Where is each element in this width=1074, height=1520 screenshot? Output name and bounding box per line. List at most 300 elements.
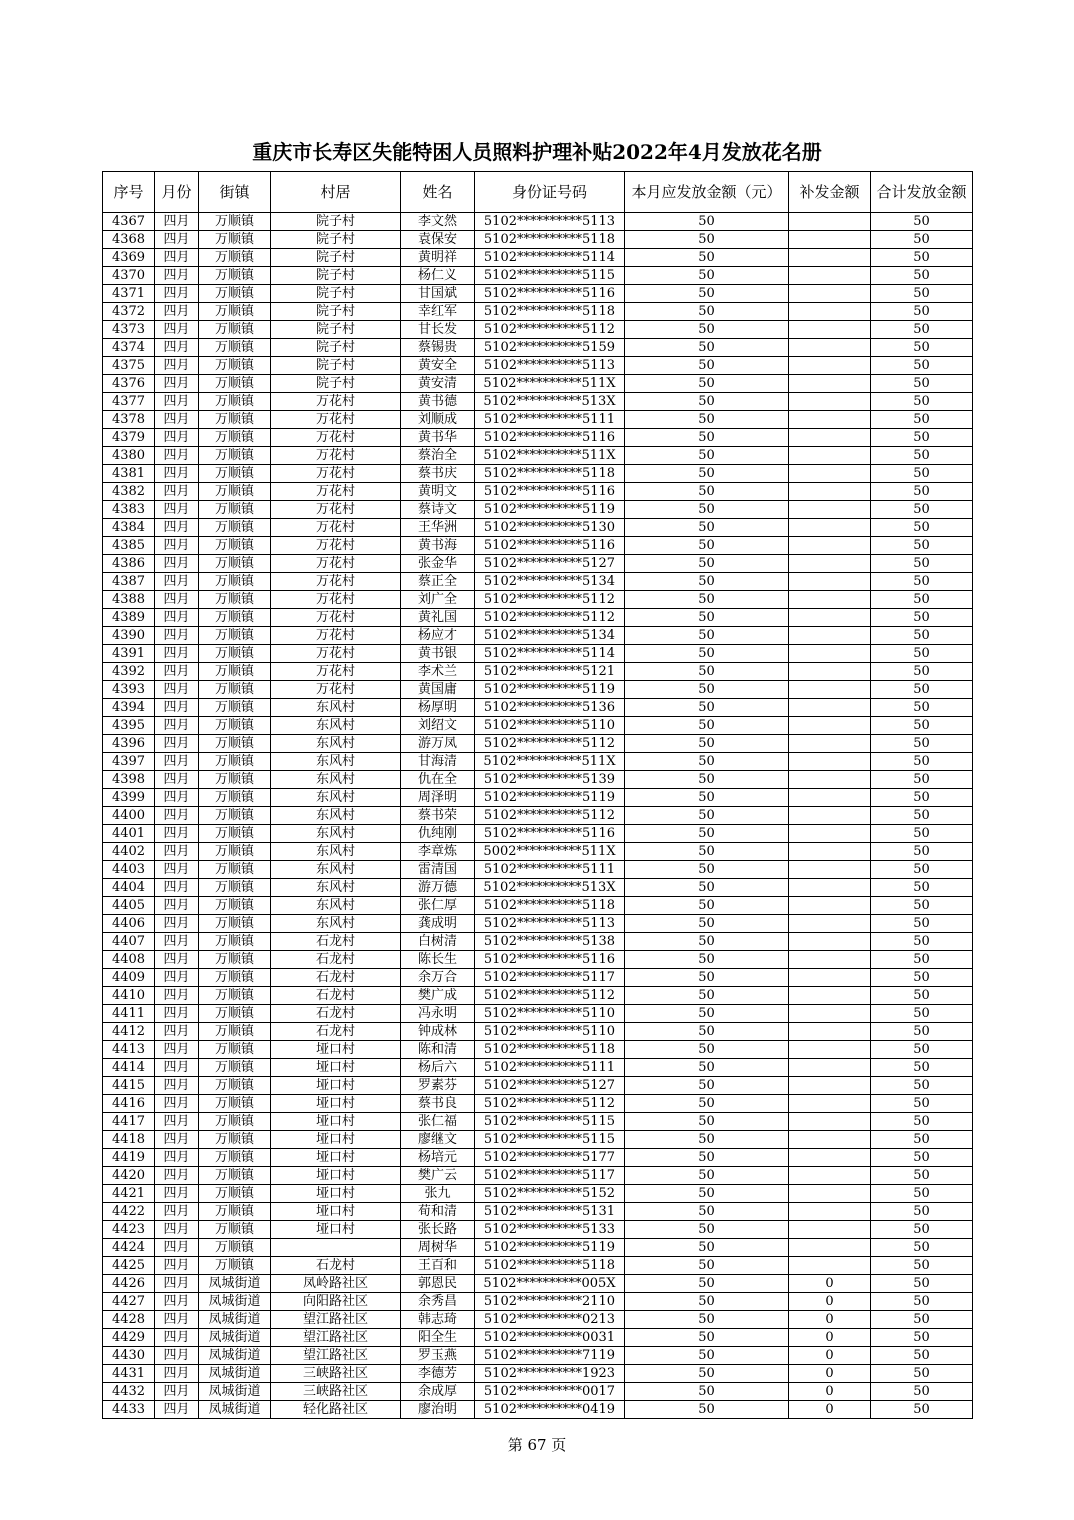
- table-row: [103, 501, 973, 519]
- table-row: [103, 1113, 973, 1131]
- village-cell: 垭口村: [271, 1149, 401, 1167]
- serial-cell: 4379: [103, 429, 155, 447]
- village-cell: 三峡路社区: [271, 1365, 401, 1383]
- name-cell: 樊广成: [401, 987, 475, 1005]
- id-number-cell: 5102**********5110: [475, 1005, 625, 1023]
- serial-cell: 4433: [103, 1401, 155, 1419]
- total-cell: 50: [871, 609, 973, 627]
- serial-cell: 4392: [103, 663, 155, 681]
- back-pay-cell: 0: [789, 1275, 871, 1293]
- serial-cell: 4377: [103, 393, 155, 411]
- village-cell: 万花村: [271, 591, 401, 609]
- village-cell: 万花村: [271, 663, 401, 681]
- town-cell: 万顺镇: [199, 627, 271, 645]
- month-cell: 四月: [155, 1113, 199, 1131]
- month-cell: 四月: [155, 519, 199, 537]
- total-cell: 50: [871, 1347, 973, 1365]
- id-number-cell: 5102**********5127: [475, 1077, 625, 1095]
- back-pay-cell: [789, 573, 871, 591]
- month-cell: 四月: [155, 663, 199, 681]
- total-cell: 50: [871, 321, 973, 339]
- village-cell: 院子村: [271, 285, 401, 303]
- back-pay-cell: [789, 1113, 871, 1131]
- id-number-cell: 5102**********5152: [475, 1185, 625, 1203]
- table-row: [103, 1329, 973, 1347]
- town-cell: 万顺镇: [199, 1257, 271, 1275]
- month-cell: 四月: [155, 1023, 199, 1041]
- serial-cell: 4378: [103, 411, 155, 429]
- town-cell: 万顺镇: [199, 1167, 271, 1185]
- table-row: [103, 879, 973, 897]
- village-cell: 东风村: [271, 897, 401, 915]
- month-cell: 四月: [155, 231, 199, 249]
- header-name: 姓名: [401, 172, 475, 213]
- total-cell: 50: [871, 429, 973, 447]
- table-row: [103, 393, 973, 411]
- table-row: [103, 447, 973, 465]
- name-cell: 冯永明: [401, 1005, 475, 1023]
- monthly-amount-cell: 50: [625, 1203, 789, 1221]
- total-cell: 50: [871, 1041, 973, 1059]
- town-cell: 万顺镇: [199, 573, 271, 591]
- month-cell: 四月: [155, 1149, 199, 1167]
- village-cell: 垭口村: [271, 1185, 401, 1203]
- total-cell: 50: [871, 483, 973, 501]
- serial-cell: 4389: [103, 609, 155, 627]
- table-row: [103, 987, 973, 1005]
- town-cell: 万顺镇: [199, 969, 271, 987]
- total-cell: 50: [871, 645, 973, 663]
- total-cell: 50: [871, 825, 973, 843]
- serial-cell: 4412: [103, 1023, 155, 1041]
- monthly-amount-cell: 50: [625, 213, 789, 231]
- table-body: [103, 213, 973, 1419]
- id-number-cell: 5102**********5138: [475, 933, 625, 951]
- month-cell: 四月: [155, 447, 199, 465]
- back-pay-cell: [789, 465, 871, 483]
- back-pay-cell: [789, 681, 871, 699]
- table-row: [103, 1203, 973, 1221]
- name-cell: 张仁厚: [401, 897, 475, 915]
- total-cell: 50: [871, 375, 973, 393]
- town-cell: 万顺镇: [199, 825, 271, 843]
- serial-cell: 4383: [103, 501, 155, 519]
- town-cell: 万顺镇: [199, 465, 271, 483]
- total-cell: 50: [871, 231, 973, 249]
- town-cell: 凤城街道: [199, 1383, 271, 1401]
- table-row: [103, 1167, 973, 1185]
- month-cell: 四月: [155, 609, 199, 627]
- roster-table: [102, 171, 973, 1419]
- table-row: [103, 483, 973, 501]
- total-cell: 50: [871, 537, 973, 555]
- table-row: [103, 537, 973, 555]
- town-cell: 万顺镇: [199, 249, 271, 267]
- serial-cell: 4384: [103, 519, 155, 537]
- monthly-amount-cell: 50: [625, 1329, 789, 1347]
- monthly-amount-cell: 50: [625, 1401, 789, 1419]
- name-cell: 王百和: [401, 1257, 475, 1275]
- monthly-amount-cell: 50: [625, 1113, 789, 1131]
- village-cell: 万花村: [271, 681, 401, 699]
- total-cell: 50: [871, 393, 973, 411]
- total-cell: 50: [871, 807, 973, 825]
- total-cell: 50: [871, 1329, 973, 1347]
- table-row: [103, 249, 973, 267]
- monthly-amount-cell: 50: [625, 1041, 789, 1059]
- month-cell: 四月: [155, 1347, 199, 1365]
- village-cell: 院子村: [271, 321, 401, 339]
- id-number-cell: 5102**********5110: [475, 1023, 625, 1041]
- monthly-amount-cell: 50: [625, 447, 789, 465]
- back-pay-cell: [789, 303, 871, 321]
- back-pay-cell: [789, 1059, 871, 1077]
- name-cell: 周树华: [401, 1239, 475, 1257]
- table-row: [103, 555, 973, 573]
- serial-cell: 4391: [103, 645, 155, 663]
- back-pay-cell: [789, 645, 871, 663]
- back-pay-cell: [789, 663, 871, 681]
- back-pay-cell: 0: [789, 1365, 871, 1383]
- serial-cell: 4415: [103, 1077, 155, 1095]
- village-cell: 院子村: [271, 231, 401, 249]
- serial-cell: 4380: [103, 447, 155, 465]
- back-pay-cell: [789, 213, 871, 231]
- village-cell: 东风村: [271, 735, 401, 753]
- back-pay-cell: [789, 1041, 871, 1059]
- table-row: [103, 1059, 973, 1077]
- monthly-amount-cell: 50: [625, 303, 789, 321]
- village-cell: 万花村: [271, 393, 401, 411]
- town-cell: 万顺镇: [199, 303, 271, 321]
- table-row: [103, 915, 973, 933]
- table-row: [103, 753, 973, 771]
- table-row: [103, 213, 973, 231]
- name-cell: 张九: [401, 1185, 475, 1203]
- monthly-amount-cell: 50: [625, 897, 789, 915]
- monthly-amount-cell: 50: [625, 987, 789, 1005]
- monthly-amount-cell: 50: [625, 843, 789, 861]
- id-number-cell: 5102**********1923: [475, 1365, 625, 1383]
- total-cell: 50: [871, 627, 973, 645]
- table-row: [103, 843, 973, 861]
- town-cell: 凤城街道: [199, 1329, 271, 1347]
- monthly-amount-cell: 50: [625, 537, 789, 555]
- id-number-cell: 5102**********5112: [475, 591, 625, 609]
- monthly-amount-cell: 50: [625, 231, 789, 249]
- monthly-amount-cell: 50: [625, 249, 789, 267]
- table-row: [103, 1401, 973, 1419]
- name-cell: 甘海清: [401, 753, 475, 771]
- header-monthly-amount: 本月应发放金额（元）: [625, 172, 789, 213]
- month-cell: 四月: [155, 1401, 199, 1419]
- table-row: [103, 1257, 973, 1275]
- serial-cell: 4374: [103, 339, 155, 357]
- id-number-cell: 5102**********5119: [475, 1239, 625, 1257]
- serial-cell: 4424: [103, 1239, 155, 1257]
- back-pay-cell: [789, 1077, 871, 1095]
- name-cell: 黄安全: [401, 357, 475, 375]
- table-row: [103, 231, 973, 249]
- monthly-amount-cell: 50: [625, 933, 789, 951]
- village-cell: 望江路社区: [271, 1311, 401, 1329]
- table-row: [103, 861, 973, 879]
- table-row: [103, 681, 973, 699]
- name-cell: 蔡书荣: [401, 807, 475, 825]
- monthly-amount-cell: 50: [625, 1005, 789, 1023]
- id-number-cell: 5102**********5133: [475, 1221, 625, 1239]
- month-cell: 四月: [155, 357, 199, 375]
- back-pay-cell: [789, 267, 871, 285]
- serial-cell: 4394: [103, 699, 155, 717]
- serial-cell: 4399: [103, 789, 155, 807]
- village-cell: 万花村: [271, 447, 401, 465]
- name-cell: 李术兰: [401, 663, 475, 681]
- id-number-cell: 5102**********5117: [475, 969, 625, 987]
- monthly-amount-cell: 50: [625, 753, 789, 771]
- month-cell: 四月: [155, 681, 199, 699]
- town-cell: 万顺镇: [199, 663, 271, 681]
- month-cell: 四月: [155, 843, 199, 861]
- month-cell: 四月: [155, 933, 199, 951]
- village-cell: 垭口村: [271, 1131, 401, 1149]
- back-pay-cell: [789, 1095, 871, 1113]
- monthly-amount-cell: 50: [625, 1257, 789, 1275]
- monthly-amount-cell: 50: [625, 483, 789, 501]
- village-cell: 院子村: [271, 303, 401, 321]
- total-cell: 50: [871, 1095, 973, 1113]
- monthly-amount-cell: 50: [625, 627, 789, 645]
- id-number-cell: 5102**********5139: [475, 771, 625, 789]
- month-cell: 四月: [155, 483, 199, 501]
- serial-cell: 4419: [103, 1149, 155, 1167]
- serial-cell: 4372: [103, 303, 155, 321]
- month-cell: 四月: [155, 267, 199, 285]
- village-cell: 万花村: [271, 627, 401, 645]
- id-number-cell: 5102**********5115: [475, 1131, 625, 1149]
- table-row: [103, 1239, 973, 1257]
- id-number-cell: 5102**********5115: [475, 267, 625, 285]
- total-cell: 50: [871, 339, 973, 357]
- back-pay-cell: [789, 1023, 871, 1041]
- id-number-cell: 5002**********511X: [475, 843, 625, 861]
- table-row: [103, 339, 973, 357]
- month-cell: 四月: [155, 861, 199, 879]
- town-cell: 万顺镇: [199, 1041, 271, 1059]
- town-cell: 万顺镇: [199, 807, 271, 825]
- total-cell: 50: [871, 591, 973, 609]
- town-cell: 万顺镇: [199, 339, 271, 357]
- total-cell: 50: [871, 1401, 973, 1419]
- back-pay-cell: [789, 393, 871, 411]
- id-number-cell: 5102**********5112: [475, 1095, 625, 1113]
- serial-cell: 4420: [103, 1167, 155, 1185]
- id-number-cell: 5102**********5112: [475, 321, 625, 339]
- village-cell: 三峡路社区: [271, 1383, 401, 1401]
- id-number-cell: 5102**********5111: [475, 411, 625, 429]
- id-number-cell: 5102**********5177: [475, 1149, 625, 1167]
- table-row: [103, 807, 973, 825]
- village-cell: 石龙村: [271, 951, 401, 969]
- page-number: 第 67 页: [507, 1436, 567, 1454]
- village-cell: 院子村: [271, 249, 401, 267]
- serial-cell: 4393: [103, 681, 155, 699]
- month-cell: 四月: [155, 1041, 199, 1059]
- serial-cell: 4405: [103, 897, 155, 915]
- back-pay-cell: [789, 753, 871, 771]
- table-row: [103, 735, 973, 753]
- month-cell: 四月: [155, 951, 199, 969]
- serial-cell: 4430: [103, 1347, 155, 1365]
- back-pay-cell: [789, 447, 871, 465]
- total-cell: 50: [871, 789, 973, 807]
- village-cell: 石龙村: [271, 1023, 401, 1041]
- back-pay-cell: [789, 411, 871, 429]
- village-cell: [271, 1239, 401, 1257]
- total-cell: 50: [871, 1185, 973, 1203]
- village-cell: 东风村: [271, 717, 401, 735]
- header-id-number: 身份证号码: [475, 172, 625, 213]
- table-row: [103, 699, 973, 717]
- month-cell: 四月: [155, 825, 199, 843]
- name-cell: 杨仁义: [401, 267, 475, 285]
- monthly-amount-cell: 50: [625, 681, 789, 699]
- town-cell: 万顺镇: [199, 213, 271, 231]
- total-cell: 50: [871, 663, 973, 681]
- serial-cell: 4427: [103, 1293, 155, 1311]
- serial-cell: 4400: [103, 807, 155, 825]
- monthly-amount-cell: 50: [625, 717, 789, 735]
- id-number-cell: 5102**********511X: [475, 753, 625, 771]
- table-row: [103, 429, 973, 447]
- table-row: [103, 285, 973, 303]
- back-pay-cell: [789, 339, 871, 357]
- table-row: [103, 303, 973, 321]
- table-row: [103, 1185, 973, 1203]
- name-cell: 张仁福: [401, 1113, 475, 1131]
- id-number-cell: 5102**********5136: [475, 699, 625, 717]
- monthly-amount-cell: 50: [625, 1365, 789, 1383]
- village-cell: 东风村: [271, 699, 401, 717]
- name-cell: 甘长发: [401, 321, 475, 339]
- back-pay-cell: [789, 699, 871, 717]
- serial-cell: 4387: [103, 573, 155, 591]
- monthly-amount-cell: 50: [625, 1185, 789, 1203]
- monthly-amount-cell: 50: [625, 1311, 789, 1329]
- back-pay-cell: [789, 357, 871, 375]
- serial-cell: 4428: [103, 1311, 155, 1329]
- monthly-amount-cell: 50: [625, 645, 789, 663]
- monthly-amount-cell: 50: [625, 591, 789, 609]
- month-cell: 四月: [155, 249, 199, 267]
- name-cell: 阳全生: [401, 1329, 475, 1347]
- serial-cell: 4404: [103, 879, 155, 897]
- month-cell: 四月: [155, 1311, 199, 1329]
- total-cell: 50: [871, 1383, 973, 1401]
- id-number-cell: 5102**********5114: [475, 645, 625, 663]
- serial-cell: 4407: [103, 933, 155, 951]
- name-cell: 蔡正全: [401, 573, 475, 591]
- town-cell: 万顺镇: [199, 321, 271, 339]
- name-cell: 仇在全: [401, 771, 475, 789]
- name-cell: 罗玉燕: [401, 1347, 475, 1365]
- monthly-amount-cell: 50: [625, 357, 789, 375]
- id-number-cell: 5102**********0017: [475, 1383, 625, 1401]
- month-cell: 四月: [155, 501, 199, 519]
- id-number-cell: 5102**********5111: [475, 1059, 625, 1077]
- town-cell: 万顺镇: [199, 843, 271, 861]
- header-total: 合计发放金额: [871, 172, 973, 213]
- id-number-cell: 5102**********5116: [475, 825, 625, 843]
- header-month: 月份: [155, 172, 199, 213]
- table-row: [103, 1131, 973, 1149]
- total-cell: 50: [871, 501, 973, 519]
- month-cell: 四月: [155, 1167, 199, 1185]
- id-number-cell: 5102**********5113: [475, 357, 625, 375]
- town-cell: 万顺镇: [199, 1077, 271, 1095]
- name-cell: 李章炼: [401, 843, 475, 861]
- town-cell: 万顺镇: [199, 1149, 271, 1167]
- monthly-amount-cell: 50: [625, 735, 789, 753]
- serial-cell: 4369: [103, 249, 155, 267]
- monthly-amount-cell: 50: [625, 393, 789, 411]
- total-cell: 50: [871, 1023, 973, 1041]
- town-cell: 万顺镇: [199, 699, 271, 717]
- month-cell: 四月: [155, 573, 199, 591]
- name-cell: 雷清国: [401, 861, 475, 879]
- table-row: [103, 933, 973, 951]
- town-cell: 凤城街道: [199, 1347, 271, 1365]
- town-cell: 万顺镇: [199, 285, 271, 303]
- name-cell: 甘国斌: [401, 285, 475, 303]
- total-cell: 50: [871, 987, 973, 1005]
- table-row: [103, 1023, 973, 1041]
- total-cell: 50: [871, 681, 973, 699]
- back-pay-cell: [789, 321, 871, 339]
- town-cell: 万顺镇: [199, 1221, 271, 1239]
- id-number-cell: 5102**********5159: [475, 339, 625, 357]
- village-cell: 万花村: [271, 483, 401, 501]
- village-cell: 向阳路社区: [271, 1293, 401, 1311]
- serial-cell: 4411: [103, 1005, 155, 1023]
- back-pay-cell: [789, 825, 871, 843]
- monthly-amount-cell: 50: [625, 321, 789, 339]
- name-cell: 黄国庸: [401, 681, 475, 699]
- table-row: [103, 411, 973, 429]
- town-cell: 万顺镇: [199, 753, 271, 771]
- back-pay-cell: [789, 483, 871, 501]
- town-cell: 万顺镇: [199, 1059, 271, 1077]
- month-cell: 四月: [155, 1221, 199, 1239]
- name-cell: 黄明文: [401, 483, 475, 501]
- table-row: [103, 897, 973, 915]
- month-cell: 四月: [155, 915, 199, 933]
- monthly-amount-cell: 50: [625, 1077, 789, 1095]
- town-cell: 万顺镇: [199, 501, 271, 519]
- monthly-amount-cell: 50: [625, 555, 789, 573]
- monthly-amount-cell: 50: [625, 1239, 789, 1257]
- serial-cell: 4385: [103, 537, 155, 555]
- name-cell: 王华洲: [401, 519, 475, 537]
- id-number-cell: 5102**********005X: [475, 1275, 625, 1293]
- table-row: [103, 1293, 973, 1311]
- back-pay-cell: [789, 375, 871, 393]
- town-cell: 万顺镇: [199, 1005, 271, 1023]
- month-cell: 四月: [155, 303, 199, 321]
- id-number-cell: 5102**********7119: [475, 1347, 625, 1365]
- id-number-cell: 5102**********511X: [475, 447, 625, 465]
- id-number-cell: 5102**********5112: [475, 735, 625, 753]
